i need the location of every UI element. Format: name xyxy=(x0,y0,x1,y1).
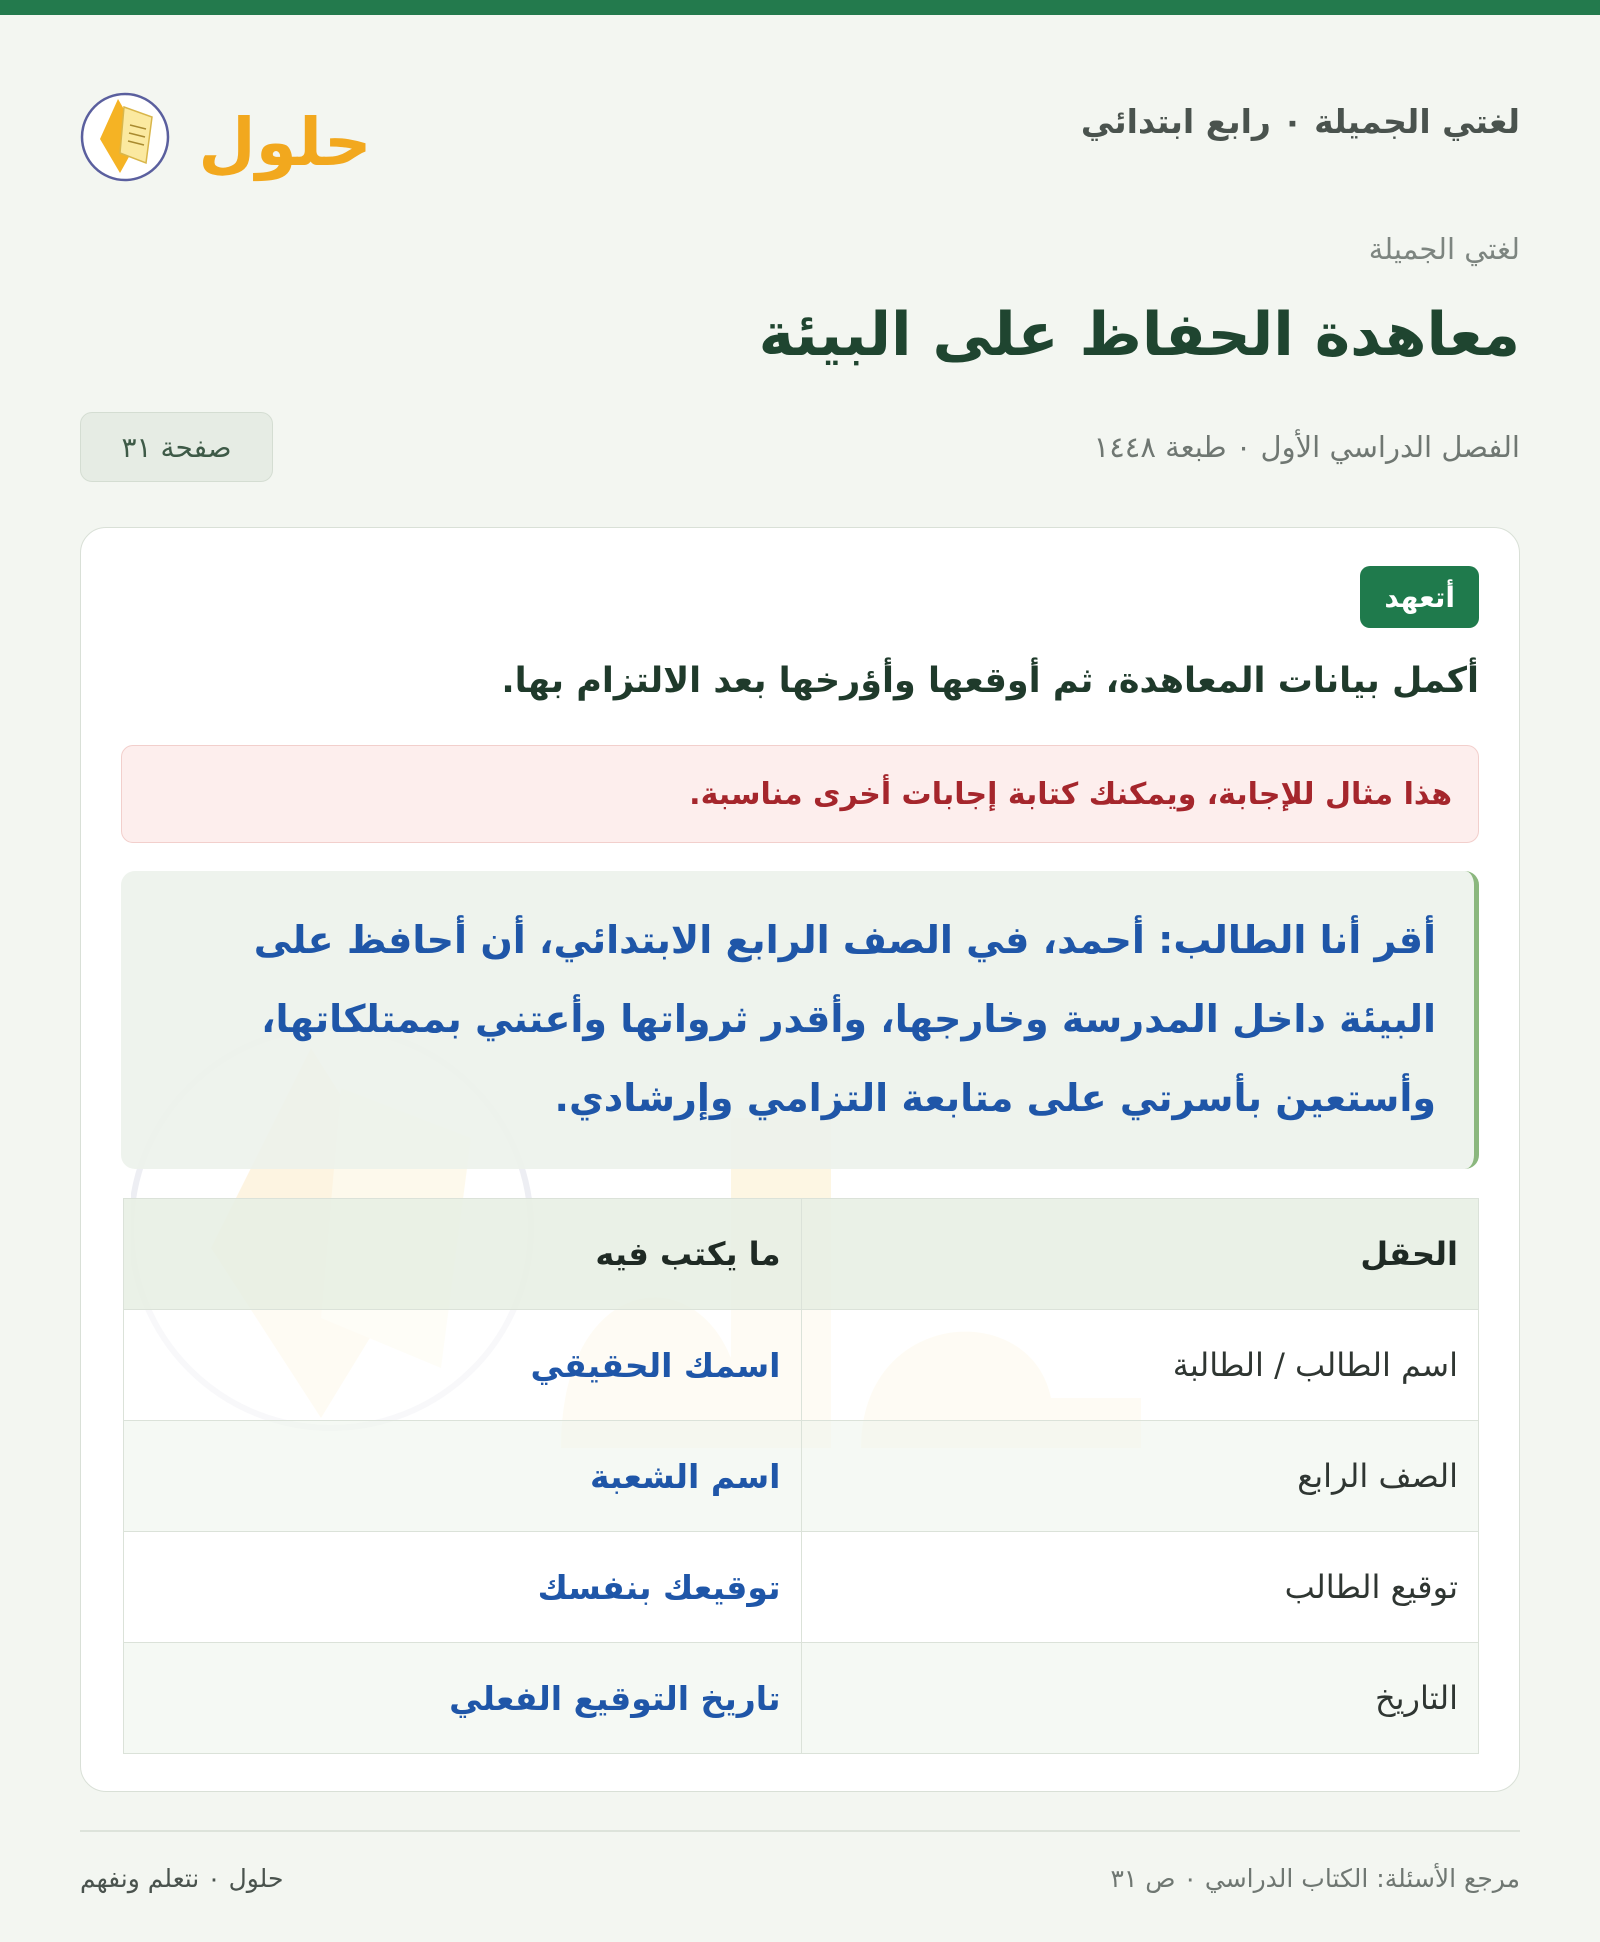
table-cell-field: توقيع الطالب xyxy=(801,1532,1479,1643)
table-cell-value: اسم الشعبة xyxy=(124,1421,802,1532)
table-row xyxy=(124,1310,1479,1421)
hulool-logo[interactable] xyxy=(80,67,370,183)
footer-brand[interactable]: حلول ٠ نتعلم ونفهم xyxy=(80,1864,284,1893)
pledge-badge: أتعهد xyxy=(1360,566,1479,628)
table-cell-value: تاريخ التوقيع الفعلي xyxy=(124,1643,802,1754)
table-row xyxy=(124,1532,1479,1643)
table-header-row xyxy=(124,1199,1479,1310)
semester-meta: الفصل الدراسي الأول ٠ طبعة ١٤٤٨ xyxy=(1093,430,1520,464)
example-note-text: هذا مثال للإجابة، ويمكنك كتابة إجابات أخرى مناسبة. xyxy=(689,776,1452,812)
example-note xyxy=(121,745,1479,843)
page-number-badge: صفحة ٣١ xyxy=(80,412,273,482)
pledge-answer: أقر أنا الطالب: أحمد، في الصف الرابع الابتدائي، أن أحافظ على البيئة داخل المدرسة وخارجها، وأقدر ثرواتها وأعتني بممتلكاتها، وأستعين بأسرتي على متابعة التزامي وإرشادي. xyxy=(121,871,1479,1169)
table-row xyxy=(124,1643,1479,1754)
footer-divider xyxy=(80,1830,1520,1832)
book-icon xyxy=(80,67,370,183)
instruction-text: أكمل بيانات المعاهدة، ثم أوقعها وأؤرخها بعد الالتزام بها. xyxy=(501,661,1479,701)
table-cell-field: الصف الرابع xyxy=(801,1421,1479,1532)
page-title: معاهدة الحفاظ على البيئة xyxy=(758,300,1520,370)
table-cell-field: اسم الطالب / الطالبة xyxy=(801,1310,1479,1421)
logo-wordmark: حلول xyxy=(198,104,370,181)
table-cell-value: توقيعك بنفسك xyxy=(124,1532,802,1643)
pledge-fields-table xyxy=(123,1198,1479,1754)
top-accent-bar xyxy=(0,0,1600,15)
column-header-content: ما يكتب فيه xyxy=(124,1199,802,1310)
table-cell-value: اسمك الحقيقي xyxy=(124,1310,802,1421)
table-cell-field: التاريخ xyxy=(801,1643,1479,1754)
breadcrumb[interactable]: لغتي الجميلة xyxy=(1368,232,1520,266)
header-title: لغتي الجميلة ٠ رابع ابتدائي xyxy=(1080,102,1520,141)
column-header-field: الحقل xyxy=(801,1199,1479,1310)
footer-reference: مرجع الأسئلة: الكتاب الدراسي ٠ ص ٣١ xyxy=(1110,1864,1520,1893)
table-row xyxy=(124,1421,1479,1532)
page-header xyxy=(80,62,1520,192)
exercise-card xyxy=(80,527,1520,1792)
